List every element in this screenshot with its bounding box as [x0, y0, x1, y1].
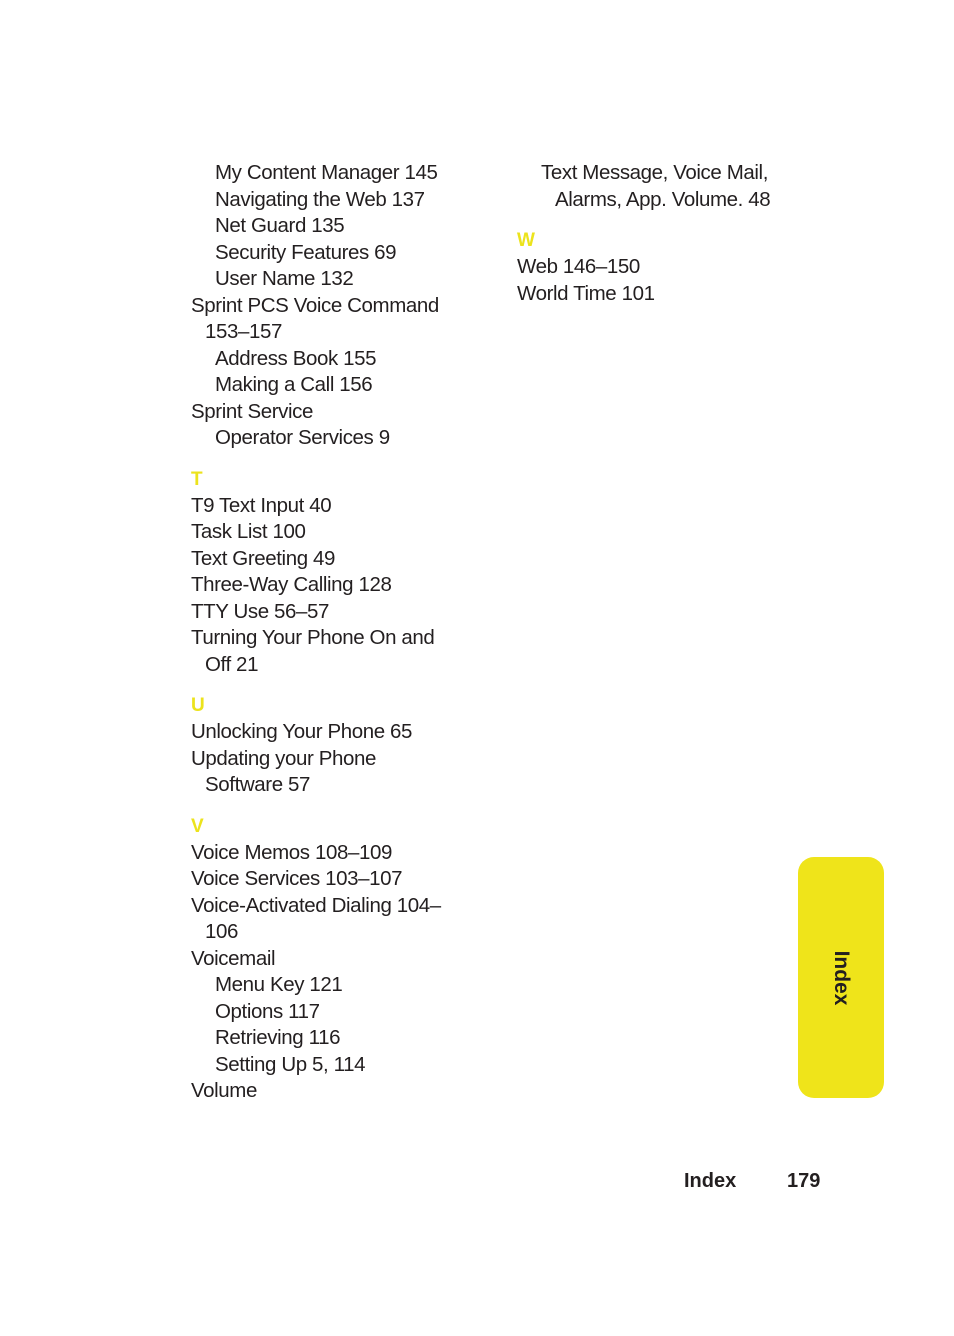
section-letter-v: V: [191, 815, 204, 837]
section-letter-u: U: [191, 695, 205, 716]
index-subentry: My Content Manager 145: [215, 161, 438, 184]
index-tab-label: Index: [830, 950, 853, 1005]
index-entry: World Time 101: [517, 281, 655, 305]
index-entry: Sprint Service: [191, 399, 314, 423]
index-subentry: Options 117: [215, 999, 320, 1023]
index-entry: Voice Memos 108–109: [191, 840, 392, 864]
index-subentry: Navigating the Web 137: [215, 187, 425, 211]
index-entry-continuation: 153–157: [205, 320, 283, 343]
index-entry: Updating your Phone: [191, 746, 377, 770]
index-entry: Voice-Activated Dialing 104–: [191, 893, 441, 917]
index-entry: Task List 100: [191, 520, 306, 543]
page-number: 179: [787, 1170, 821, 1192]
index-subentry: Making a Call 156: [215, 373, 373, 396]
index-subentry: Address Book 155: [215, 346, 377, 370]
footer-section-label: Index: [684, 1170, 737, 1192]
index-subentry: Security Features 69: [215, 240, 397, 264]
index-subentry: Operator Services 9: [215, 426, 390, 449]
index-entry: Voice Services 103–107: [191, 867, 403, 890]
index-entry: Web 146–150: [517, 255, 640, 278]
index-entry-continuation: Off 21: [205, 652, 259, 676]
index-entry: Sprint PCS Voice Command: [191, 293, 439, 317]
index-entry-continuation: Software 57: [205, 773, 310, 796]
index-column-right: [517, 160, 807, 307]
index-entry: Volume: [191, 1079, 257, 1102]
index-subentry: Net Guard 135: [215, 214, 345, 237]
index-subentry: Retrieving 116: [215, 1026, 341, 1049]
section-letter-t: T: [191, 468, 203, 490]
index-column-left: [191, 160, 481, 1105]
index-entry: Three-Way Calling 128: [191, 573, 392, 596]
index-entry: Unlocking Your Phone 65: [191, 720, 413, 743]
index-entry: TTY Use 56–57: [191, 599, 329, 623]
index-subentry: Setting Up 5, 114: [215, 1052, 366, 1076]
index-entry-continuation: 106: [205, 920, 239, 943]
section-letter-w: W: [517, 230, 535, 251]
page-footer: [684, 1170, 834, 1198]
index-subentry: User Name 132: [215, 267, 354, 290]
index-entry-continuation: Alarms, App. Volume. 48: [555, 187, 771, 211]
index-entry: Text Greeting 49: [191, 546, 336, 570]
index-tab: [798, 857, 884, 1098]
index-entry: Voicemail: [191, 946, 276, 970]
index-subentry: Text Message, Voice Mail,: [541, 161, 768, 184]
index-entry: Turning Your Phone On and: [191, 626, 435, 649]
index-subentry: Menu Key 121: [215, 973, 343, 996]
index-entry: T9 Text Input 40: [191, 493, 332, 517]
